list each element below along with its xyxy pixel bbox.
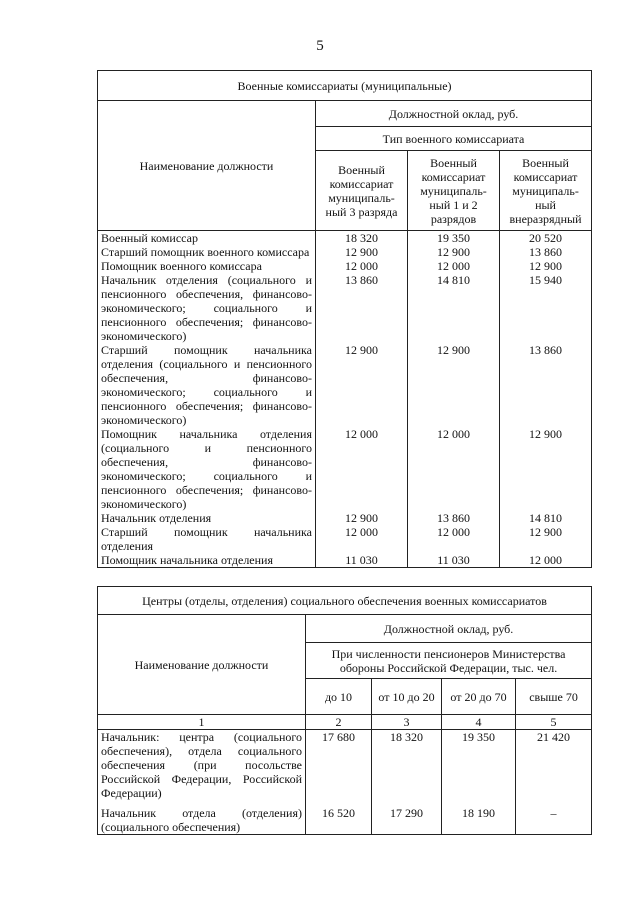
section2-column-header: до 10 xyxy=(306,679,372,715)
row-value: 12 000 xyxy=(500,553,592,568)
row-name: Старший помощник военного комиссара xyxy=(98,245,316,259)
row-name: Начальник отделения (социального и пенсионного обеспечения, финансово-экономического; социального и пенсионного обеспечения; финансово-экономического) xyxy=(98,273,316,343)
col-number: 5 xyxy=(516,715,592,730)
row-value: 12 000 xyxy=(316,525,408,553)
row-value: 19 350 xyxy=(408,231,500,246)
table-row xyxy=(98,245,592,259)
col-number: 3 xyxy=(372,715,442,730)
row-value: 18 320 xyxy=(372,730,442,807)
row-value: 11 030 xyxy=(316,553,408,568)
row-value: 19 350 xyxy=(442,730,516,807)
table-row xyxy=(98,511,592,525)
row-value: 12 000 xyxy=(316,259,408,273)
row-value: – xyxy=(516,806,592,835)
section1-type-header: Тип военного комиссариата xyxy=(316,127,592,151)
row-name: Начальник отдела (отделения) (социального обеспечения) xyxy=(98,806,306,835)
row-name: Старший помощник начальника отделения xyxy=(98,525,316,553)
row-name: Военный комиссар xyxy=(98,231,316,246)
row-value: 12 000 xyxy=(316,427,408,511)
section2-column-header: свыше 70 xyxy=(516,679,592,715)
table-row xyxy=(98,427,592,511)
row-value: 12 900 xyxy=(408,245,500,259)
table-row xyxy=(98,273,592,343)
row-name: Начальник отделения xyxy=(98,511,316,525)
section1-salary-header: Должностной оклад, руб. xyxy=(316,101,592,127)
section2-column-header: от 10 до 20 xyxy=(372,679,442,715)
row-name: Начальник: центра (социального обеспечения), отдела социального обеспечения (при посольстве Российской Федерации, Российской Федерации) xyxy=(98,730,306,807)
section1-column-header: Военный комиссариат муниципаль-ный 1 и 2 разрядов xyxy=(408,151,500,231)
row-value: 18 320 xyxy=(316,231,408,246)
row-value: 16 520 xyxy=(306,806,372,835)
row-value: 14 810 xyxy=(500,511,592,525)
table-row xyxy=(98,343,592,427)
row-value: 15 940 xyxy=(500,273,592,343)
table-row xyxy=(98,231,592,246)
row-name: Помощник начальника отделения xyxy=(98,553,316,568)
row-value: 14 810 xyxy=(408,273,500,343)
section2-salary-header: Должностной оклад, руб. xyxy=(306,615,592,643)
row-value: 20 520 xyxy=(500,231,592,246)
section2-column-header: от 20 до 70 xyxy=(442,679,516,715)
row-value: 13 860 xyxy=(500,343,592,427)
row-value: 18 190 xyxy=(442,806,516,835)
row-value: 17 680 xyxy=(306,730,372,807)
table-row xyxy=(98,806,592,835)
section1-column-header: Военный комиссариат муниципаль-ный внеразрядный xyxy=(500,151,592,231)
row-name: Старший помощник начальника отделения (социального и пенсионного обеспечения, финансово-экономического; социального и пенсионного обеспечения; финансово-экономического) xyxy=(98,343,316,427)
row-value: 12 000 xyxy=(408,427,500,511)
col-number: 2 xyxy=(306,715,372,730)
row-value: 12 900 xyxy=(500,427,592,511)
table-row xyxy=(98,553,592,568)
row-value: 17 290 xyxy=(372,806,442,835)
row-value: 11 030 xyxy=(408,553,500,568)
row-value: 12 900 xyxy=(500,525,592,553)
table-social-security-centers xyxy=(97,586,592,835)
section2-title: Центры (отделы, отделения) социального обеспечения военных комиссариатов xyxy=(98,587,592,615)
col-number: 4 xyxy=(442,715,516,730)
section1-col-position: Наименование должности xyxy=(98,101,316,231)
row-value: 12 000 xyxy=(408,259,500,273)
section1-column-header: Военный комиссариат муниципаль-ный 3 разряда xyxy=(316,151,408,231)
row-name: Помощник начальника отделения (социального и пенсионного обеспечения, финансово-экономического; социального и пенсионного обеспечения; финансово-экономического) xyxy=(98,427,316,511)
row-name: Помощник военного комиссара xyxy=(98,259,316,273)
table-row xyxy=(98,730,592,807)
row-value: 12 900 xyxy=(316,245,408,259)
page-number: 5 xyxy=(316,38,324,54)
table-row xyxy=(98,525,592,553)
table-row xyxy=(98,259,592,273)
row-value: 13 860 xyxy=(408,511,500,525)
row-value: 12 900 xyxy=(316,343,408,427)
section1-title: Военные комиссариаты (муниципальные) xyxy=(98,71,592,101)
row-value: 12 000 xyxy=(408,525,500,553)
section2-col-position: Наименование должности xyxy=(98,615,306,715)
col-number: 1 xyxy=(98,715,306,730)
row-value: 12 900 xyxy=(408,343,500,427)
row-value: 12 900 xyxy=(500,259,592,273)
section2-subheader: При численности пенсионеров Министерства обороны Российской Федерации, тыс. чел. xyxy=(306,643,592,679)
row-value: 13 860 xyxy=(500,245,592,259)
table-military-commissariats xyxy=(97,70,592,568)
row-value: 13 860 xyxy=(316,273,408,343)
row-value: 21 420 xyxy=(516,730,592,807)
row-value: 12 900 xyxy=(316,511,408,525)
